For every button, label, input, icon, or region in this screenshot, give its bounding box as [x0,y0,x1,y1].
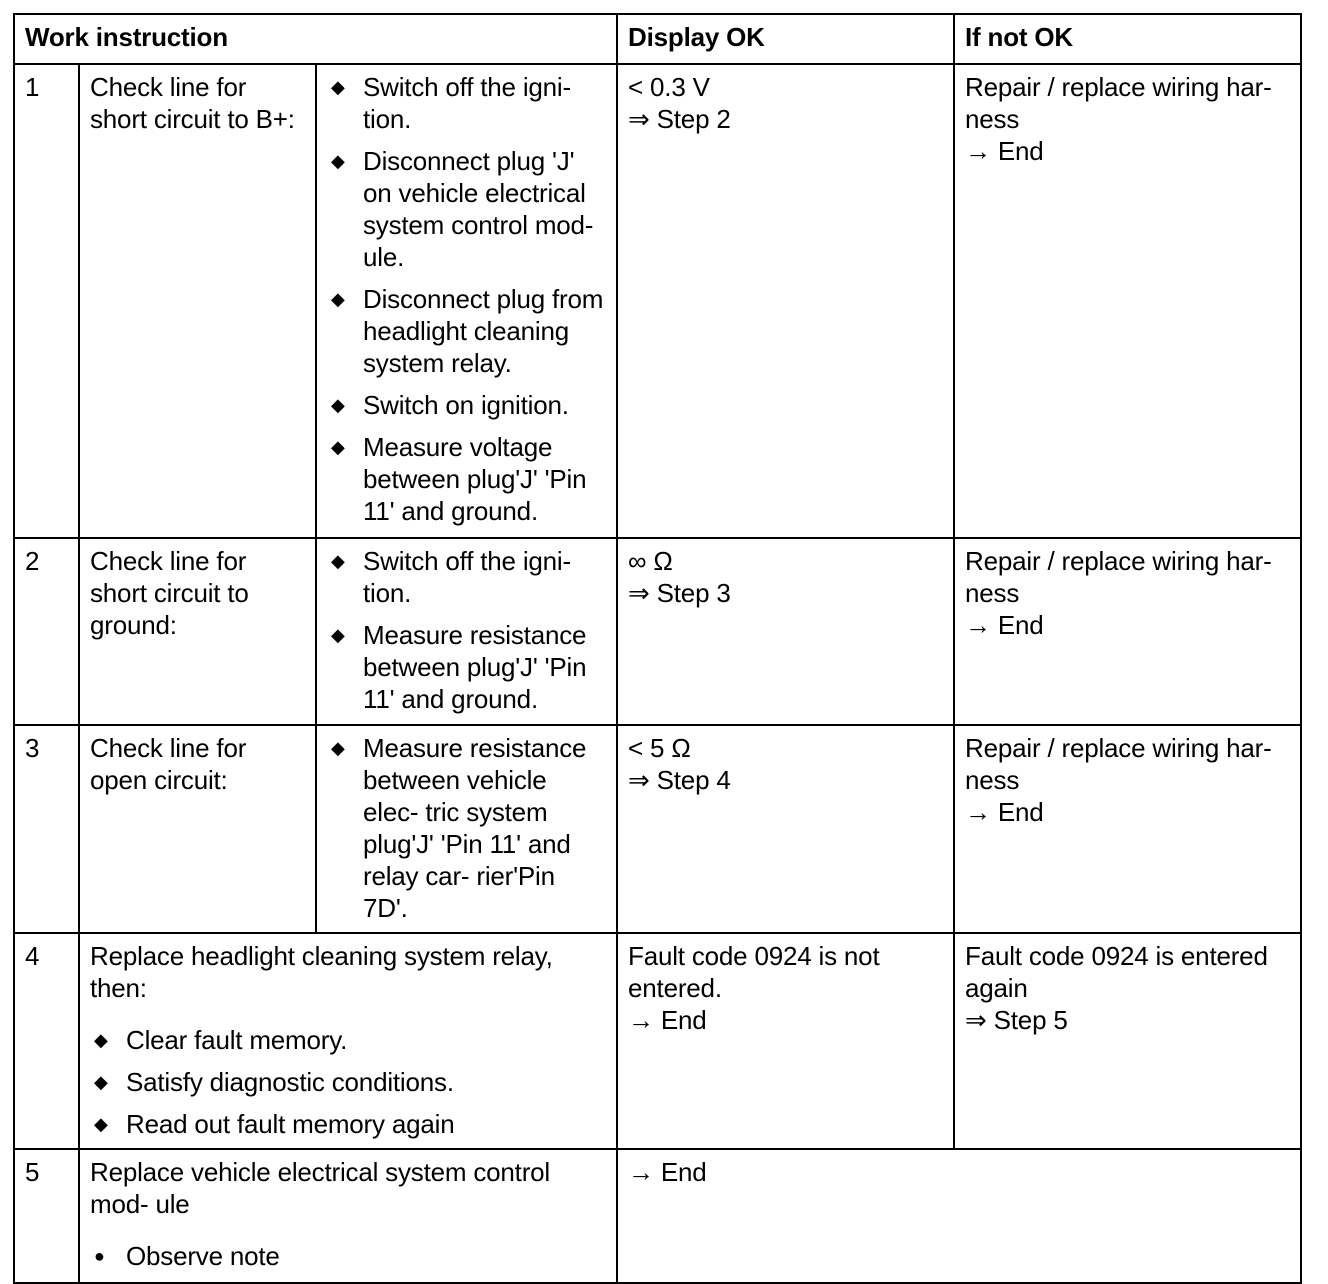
list-item: ◆ Switch off the igni- tion. [331,546,571,608]
ok-next-step: → End [628,1157,707,1187]
ok-next-step: ⇒ Step 2 [628,104,731,134]
list-item: ◆ Measure resistance between plug'J' 'Pin 11' and ground. [331,620,587,714]
table-row [14,1149,1301,1283]
diamond-bullet-icon: ◆ [94,1030,108,1050]
step-number: 2 [14,538,79,725]
work-instruction-page [13,13,1300,1284]
step-label: Replace headlight cleaning system relay, then: [90,941,553,1003]
step-label: Check line for short circuit to ground: [79,538,316,725]
diamond-bullet-icon: ◆ [331,551,345,571]
not-ok-next-step: → End [965,610,1044,640]
table-row [14,64,1301,538]
step-number: 5 [14,1149,79,1283]
table-header-row [14,14,1301,64]
step-number: 1 [14,64,79,538]
list-item: ◆ Switch off the igni- tion. [331,72,571,134]
step-number: 4 [14,933,79,1149]
if-not-ok-cell: Repair / replace wiring har- ness → End [954,538,1301,725]
diamond-bullet-icon: ◆ [331,625,345,645]
list-item: ◆ Measure voltage between plug'J' 'Pin 11' and ground. [331,432,587,526]
list-item: ◆ Satisfy diagnostic conditions. [94,1067,454,1097]
list-item: ◆ Read out fault memory again [94,1109,455,1139]
not-ok-next-step: → End [965,136,1044,166]
table-row [14,538,1301,725]
header-display-ok: Display OK [617,14,954,64]
list-item: ● Observe note [94,1241,280,1271]
not-ok-next-step: ⇒ Step 5 [965,1005,1068,1035]
step-instructions [79,1149,617,1283]
display-ok-cell [617,538,954,725]
ok-next-step: ⇒ Step 4 [628,765,731,795]
header-work-instruction: Work instruction [14,14,617,64]
diamond-bullet-icon: ◆ [331,395,345,415]
ok-next-step: ⇒ Step 3 [628,578,731,608]
step-number: 3 [14,725,79,933]
dot-bullet-icon: ● [94,1246,105,1266]
diamond-bullet-icon: ◆ [94,1072,108,1092]
display-ok-cell: Fault code 0924 is not entered. → End [617,933,954,1149]
diamond-bullet-icon: ◆ [331,437,345,457]
step-label: Check line for open circuit: [79,725,316,933]
diamond-bullet-icon: ◆ [331,738,345,758]
step-instructions [316,538,617,725]
if-not-ok-cell: Fault code 0924 is entered again ⇒ Step 5 [954,933,1301,1149]
display-ok-cell [617,64,954,538]
table-row [14,725,1301,933]
if-not-ok-cell: Repair / replace wiring har- ness → End [954,725,1301,933]
list-item: ◆ Disconnect plug from headlight cleaning system relay. [331,284,604,378]
table-row [14,933,1301,1149]
step-instructions [79,933,617,1149]
not-ok-next-step: → End [965,797,1044,827]
list-item: ◆ Switch on ignition. [331,390,569,420]
work-instruction-table [13,13,1302,1284]
list-item: ◆ Disconnect plug 'J' on vehicle electrical system control mod- ule. [331,146,594,272]
diamond-bullet-icon: ◆ [331,289,345,309]
if-not-ok-cell: Repair / replace wiring har- ness → End [954,64,1301,538]
ok-next-step: → End [628,1005,707,1035]
step-instructions [316,64,617,538]
diamond-bullet-icon: ◆ [331,77,345,97]
display-ok-cell [617,1149,1301,1283]
diamond-bullet-icon: ◆ [94,1114,108,1134]
step-label: Check line for short circuit to B+: [79,64,316,538]
step-label: Replace vehicle electrical system control mod- ule [90,1157,550,1219]
list-item: ◆ Measure resistance between vehicle elec- tric system plug'J' 'Pin 11' and relay car- rier'Pin 7D'. [331,733,587,923]
diamond-bullet-icon: ◆ [331,151,345,171]
list-item: ◆ Clear fault memory. [94,1025,348,1055]
ok-value: < 5 Ω [628,733,691,763]
display-ok-cell [617,725,954,933]
ok-value: ∞ Ω [628,546,673,576]
header-if-not-ok: If not OK [954,14,1301,64]
ok-value: < 0.3 V [628,72,710,102]
step-instructions [316,725,617,933]
